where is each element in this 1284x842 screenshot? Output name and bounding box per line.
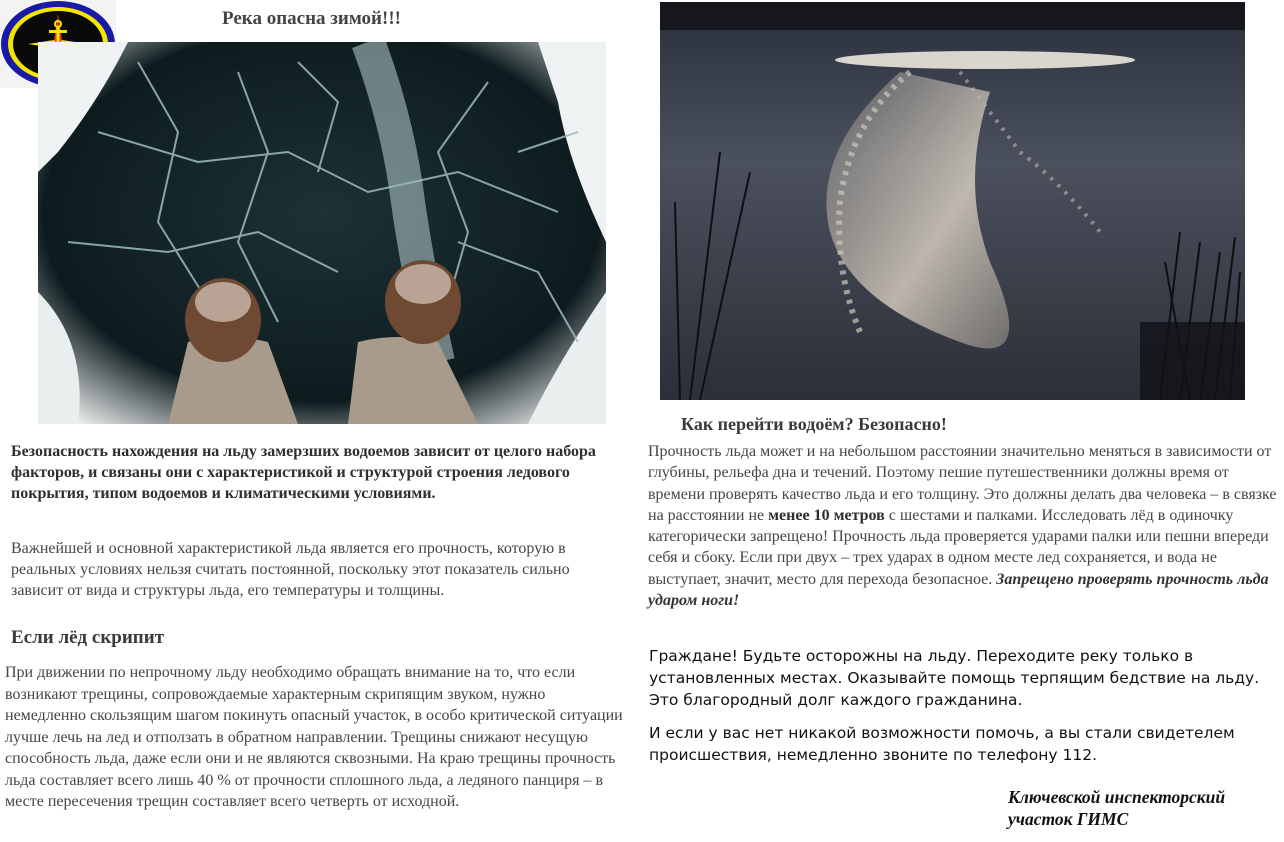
signature-line-2: участок ГИМС <box>1008 809 1129 829</box>
signature-line-1: Ключевской инспекторский <box>1008 787 1226 807</box>
emergency-call-paragraph: И если у вас нет никакой возможности помочь, а вы стали свидетелем происшествия, немедленно звоните по телефону 112. <box>649 724 1235 764</box>
creaking-ice-paragraph: При движении по непрочному льду необходимо обращать внимание на то, что если возникают трещины, сопровождаемые характерным скрипящим звуком, нужно немедленно скользящим шагом покинуть опасный участок, в особо критической ситуации лучше лечь на лед и отползать в обратном направлении. Трещины снижают несущую способность льда, даже если они и не являются сквозными. На краю трещины прочность льда составляет всего лишь 40 % от прочности сплошного льда, а ледяного панциря – в месте пересечения трещин составляет всего четверть от исходной. <box>5 664 623 810</box>
crossing-heading: Как перейти водоём? Безопасно! <box>681 414 947 434</box>
page-title: Река опасна зимой!!! <box>222 8 401 29</box>
citizens-appeal-paragraph: Граждане! Будьте осторожны на льду. Переходите реку только в установленных местах. Оказывайте помощь терпящим бедствие на льду. Это благородный долг каждого гражданина. <box>649 647 1260 709</box>
signature <box>1008 786 1225 830</box>
intro-paragraph: Безопасность нахождения на льду замерзших водоемов зависит от целого набора факторов, и связаны они с характеристикой и структурой строения ледового покрытия, типом водоемов и климатическими условиями. <box>11 443 596 502</box>
crossing-distance-bold: менее 10 метров <box>768 506 885 524</box>
forbidden-warning: Запрещено проверять прочность льда ударом ноги! <box>648 570 1269 610</box>
cracked-ice-boots-photo <box>38 42 606 424</box>
frozen-lake-footprints-photo <box>660 2 1245 400</box>
crossing-text-part1: Прочность льда может и на небольшом расстоянии значительно меняться в зависимости от глубины, рельефа дна и течений. Поэтому пешие путешественники должны время от времени проверять качество льда и его толщину. Это должны делать два человека – в связке на расстоянии не <box>648 443 1277 524</box>
creaking-ice-heading: Если лёд скрипит <box>11 627 165 648</box>
crossing-paragraph <box>648 441 1278 611</box>
crossing-text-part2: с шестами и палками. Исследовать лёд в одиночку категорически запрещено! Прочность льда проверяется ударами палки или пешни впереди себя и сбоку. Если при двух – трех ударах в одном месте лед сохраняется, и вода не выступает, значит, место для перехода безопасное. <box>648 506 1269 588</box>
ice-strength-paragraph: Важнейшей и основной характеристикой льда является его прочность, которую в реальных условиях нельзя считать постоянной, поскольку этот показатель сильно зависит от вида и структуры льда, его температуры и толщины. <box>11 540 570 599</box>
